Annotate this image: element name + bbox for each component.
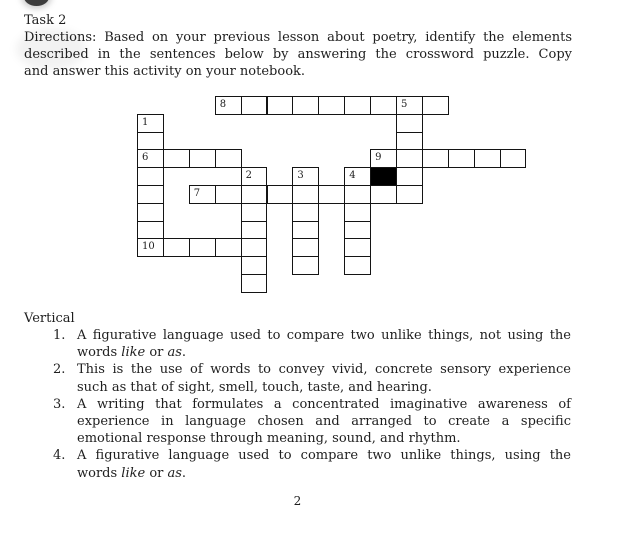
clue-italic-word: as <box>167 345 182 361</box>
crossword-cell[interactable] <box>241 238 268 257</box>
crossword-cell[interactable] <box>241 274 268 293</box>
directions-line: described in the sentences below by answering the crossword puzzle. Copy <box>24 47 572 63</box>
crossword-cell[interactable] <box>370 96 397 115</box>
clue-number: 3. <box>53 396 66 412</box>
clue-text-line <box>77 465 571 482</box>
crossword-cell[interactable] <box>137 132 164 151</box>
crossword-cell[interactable] <box>241 203 268 222</box>
crossword-cell[interactable] <box>267 96 294 115</box>
crossword-cell[interactable] <box>318 96 345 115</box>
cell-number: 9 <box>375 152 382 164</box>
crossword-cell[interactable] <box>396 96 423 115</box>
crossword-cell[interactable] <box>318 185 345 204</box>
crossword-cell[interactable] <box>215 96 242 115</box>
crossword-cell[interactable] <box>474 149 501 168</box>
clue-number: 2. <box>53 362 66 378</box>
crossword-cell[interactable] <box>396 167 423 186</box>
clue-text-line: A writing that formulates a concentrated imaginative awareness of <box>77 396 571 412</box>
cell-number: 3 <box>297 170 304 182</box>
crossword-cell[interactable] <box>344 256 371 275</box>
page-number: 2 <box>293 494 302 508</box>
crossword-cell[interactable] <box>344 96 371 115</box>
clue-number: 4. <box>53 448 66 464</box>
clue-text-line: such as that of sight, smell, touch, taste, and hearing. <box>77 379 432 395</box>
crossword-cell[interactable] <box>292 203 319 222</box>
crossword-black-cell <box>370 167 397 186</box>
clue-italic-word: like <box>121 465 146 481</box>
crossword-cell[interactable] <box>396 149 423 168</box>
crossword-cell[interactable] <box>137 221 164 240</box>
crossword-cell[interactable] <box>137 114 164 133</box>
clue-text-line: emotional response through meaning, sound, and rhythm. <box>77 431 461 447</box>
crossword-cell[interactable] <box>344 185 371 204</box>
directions-line: and answer this activity on your notebook. <box>24 64 306 80</box>
clue-italic-word: like <box>121 345 146 361</box>
crossword-cell[interactable] <box>370 149 397 168</box>
crossword-cell[interactable] <box>344 167 371 186</box>
crossword-cell[interactable] <box>215 185 242 204</box>
crossword-cell[interactable] <box>344 203 371 222</box>
crossword-cell[interactable] <box>241 256 268 275</box>
cell-number: 1 <box>142 116 149 128</box>
crossword-cell[interactable] <box>137 203 164 222</box>
crossword-cell[interactable] <box>163 238 190 257</box>
crossword-cell[interactable] <box>241 221 268 240</box>
clue-item <box>24 447 571 481</box>
crossword-cell[interactable] <box>396 185 423 204</box>
crossword-cell[interactable] <box>137 149 164 168</box>
clues-list <box>24 327 571 482</box>
crossword-cell[interactable] <box>422 149 449 168</box>
task-title: Task 2 <box>24 13 67 28</box>
crossword-cell[interactable] <box>344 221 371 240</box>
clue-text-segment: . <box>181 345 187 361</box>
crossword-cell[interactable] <box>422 96 449 115</box>
crossword-cell[interactable] <box>448 149 475 168</box>
cell-number: 10 <box>142 241 155 253</box>
cell-number: 2 <box>245 170 252 182</box>
crossword-cell[interactable] <box>267 185 294 204</box>
crossword-cell[interactable] <box>292 185 319 204</box>
crossword-cell[interactable] <box>396 132 423 151</box>
crossword-cell[interactable] <box>292 256 319 275</box>
clue-item <box>24 327 571 361</box>
crossword-cell[interactable] <box>189 185 216 204</box>
cell-number: 4 <box>349 170 356 182</box>
crossword-cell[interactable] <box>370 185 397 204</box>
crossword-cell[interactable] <box>163 149 190 168</box>
crossword-cell[interactable] <box>292 221 319 240</box>
cell-number: 6 <box>142 152 149 164</box>
crossword-cell[interactable] <box>292 167 319 186</box>
crossword-cell[interactable] <box>215 149 242 168</box>
clue-item <box>24 361 571 395</box>
crossword-cell[interactable] <box>292 96 319 115</box>
crossword-cell[interactable] <box>500 149 527 168</box>
clue-item <box>24 396 571 448</box>
crossword-cell[interactable] <box>137 238 164 257</box>
crossword-cell[interactable] <box>241 96 268 115</box>
cell-number: 8 <box>219 99 227 110</box>
clue-text-line: A figurative language used to compare two unlike things, not using the <box>77 328 571 343</box>
clue-text-segment: words <box>77 345 122 361</box>
clue-text-segment: or <box>145 465 168 481</box>
clue-text-line: experience in language chosen and arranged to create a specific <box>77 414 571 430</box>
clues-heading: Vertical <box>24 311 75 326</box>
crossword-cell[interactable] <box>241 167 268 186</box>
crossword-cell[interactable] <box>396 114 423 133</box>
crossword-cell[interactable] <box>189 238 216 257</box>
clue-text-line: This is the use of words to convey vivid, concrete sensory experience <box>77 362 571 378</box>
crossword-cell[interactable] <box>292 238 319 257</box>
crossword-cell[interactable] <box>344 238 371 257</box>
clue-text-line <box>77 344 571 361</box>
crossword-cell[interactable] <box>137 185 164 204</box>
crossword-cell[interactable] <box>137 167 164 186</box>
clue-text-line: A figurative language used to compare two unlike things, using the <box>77 448 571 464</box>
crossword-cell[interactable] <box>215 238 242 257</box>
directions-line: Directions: Based on your previous lesson about poetry, identify the elements <box>24 30 572 45</box>
crossword-cell[interactable] <box>241 185 268 204</box>
crossword-cell[interactable] <box>189 149 216 168</box>
clue-text-segment: words <box>77 465 122 481</box>
cell-number: 5 <box>401 99 408 110</box>
clue-text-segment: or <box>145 345 168 361</box>
clue-text-segment: . <box>181 465 187 481</box>
clue-number: 1. <box>53 328 66 343</box>
clue-italic-word: as <box>167 465 182 481</box>
cell-number: 7 <box>193 188 201 199</box>
